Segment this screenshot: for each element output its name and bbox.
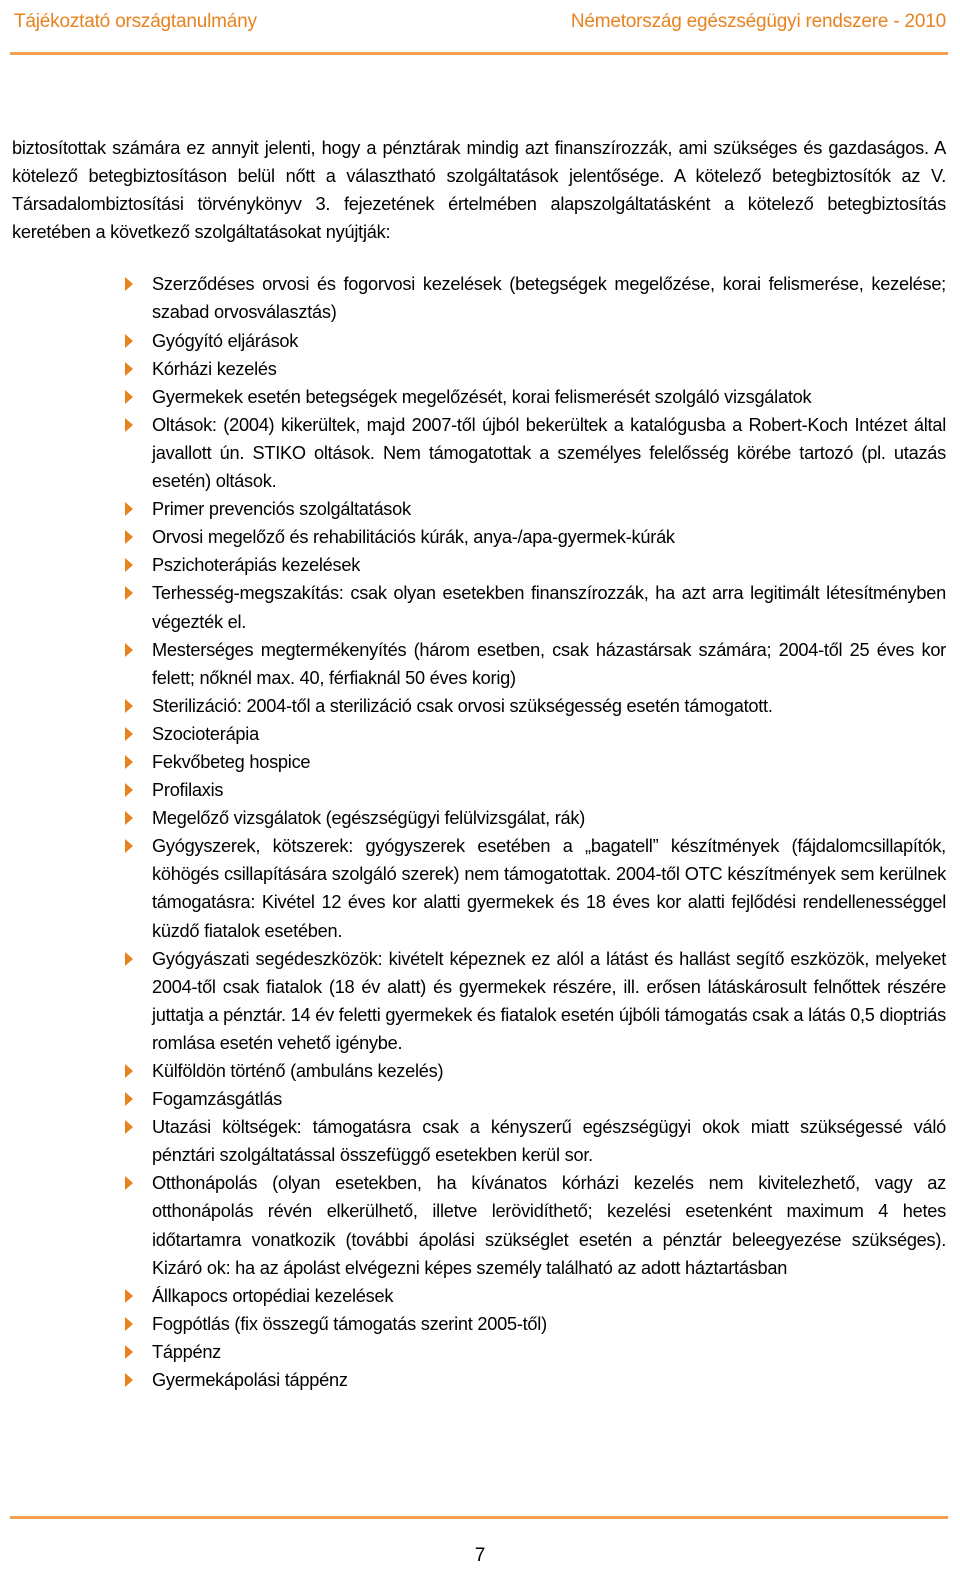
header-right-title: Németország egészségügyi rendszere - 2010	[570, 11, 946, 32]
orange-triangle-right-icon	[125, 952, 133, 966]
bullet-text: Primer prevenciós szolgáltatások	[152, 499, 411, 520]
header-left-title: Tájékoztató országtanulmány	[14, 11, 257, 32]
bullet-text: Szocioterápia	[152, 723, 259, 744]
bullet-item	[12, 579, 946, 635]
bullet-item	[12, 1057, 946, 1085]
orange-triangle-right-icon	[125, 727, 133, 741]
bullet-item	[12, 832, 946, 944]
services-bullet-list	[12, 270, 946, 1394]
bullet-text: Megelőző vizsgálatok (egészségügyi felülvizsgálat, rák)	[152, 808, 586, 829]
bullet-item	[12, 1282, 946, 1310]
page-header	[14, 4, 946, 40]
bullet-item	[12, 748, 946, 776]
orange-triangle-right-icon	[125, 1289, 133, 1303]
document-body	[12, 134, 946, 1394]
footer-divider	[10, 1516, 948, 1519]
orange-triangle-right-icon	[125, 558, 133, 572]
bullet-item	[12, 1113, 946, 1169]
orange-triangle-right-icon	[125, 418, 133, 432]
bullet-item	[12, 692, 946, 720]
orange-triangle-right-icon	[125, 586, 133, 600]
bullet-item	[12, 1338, 946, 1366]
bullet-item	[12, 1085, 946, 1113]
orange-triangle-right-icon	[125, 1120, 133, 1134]
bullet-item	[12, 383, 946, 411]
page-number: 7	[474, 1545, 486, 1566]
bullet-item	[12, 720, 946, 748]
intro-paragraph: biztosítottak számára ez annyit jelenti, hogy a pénztárak mindig azt finanszírozzák, ami szükséges és gazdaságos. A kötelező betegbiztosításon belül nőtt a választható szolgáltatások jelentősége. A kötelező betegbiztosítók az V. Társadalombiztosítási törvénykönyv 3. fejezetének értelmében alapszolgáltatásként a kötelező betegbiztosítás keretében a következő szolgáltatásokat nyújtják:	[12, 138, 946, 243]
bullet-text: Külföldön történő (ambuláns kezelés)	[152, 1061, 444, 1081]
bullet-text: Orvosi megelőző és rehabilitációs kúrák, anya-/apa-gyermek-kúrák	[152, 527, 675, 548]
orange-triangle-right-icon	[125, 699, 133, 713]
bullet-text: Terhesség-megszakítás: csak olyan esetekben finanszírozzák, ha azt arra legitimált létesítményben végezték el.	[152, 583, 946, 632]
orange-triangle-right-icon	[125, 530, 133, 544]
bullet-item	[12, 776, 946, 804]
orange-triangle-right-icon	[125, 643, 133, 657]
orange-triangle-right-icon	[125, 1064, 133, 1078]
orange-triangle-right-icon	[125, 502, 133, 516]
bullet-text: Oltások: (2004) kikerültek, majd 2007-től újból bekerültek a katalógusba a Robert-Koch Intézet által javallott ún. STIKO oltások. Nem támogatottak a személyes felelősség körébe tartozó (pl. utazás esetén) oltások.	[152, 414, 946, 492]
bullet-text: Profilaxis	[152, 780, 224, 801]
bullet-text: Gyermekek esetén betegségek megelőzését, korai felismerését szolgáló vizsgálatok	[152, 386, 812, 407]
bullet-text: Szerződéses orvosi és fogorvosi kezelések (betegségek megelőzése, korai felismerése, kezelése; szabad orvosválasztás)	[152, 274, 946, 323]
bullet-text: Sterilizáció: 2004-től a sterilizáció csak orvosi szükségesség esetén támogatott.	[152, 695, 773, 716]
orange-triangle-right-icon	[125, 783, 133, 797]
orange-triangle-right-icon	[125, 1092, 133, 1106]
bullet-text: Utazási költségek: támogatásra csak a kényszerű egészségügyi okok miatt szükségessé váló pénztári szolgáltatással összefüggő esetekben kerül sor.	[152, 1117, 946, 1166]
bullet-text: Gyógyító eljárások	[152, 330, 299, 351]
bullet-item	[12, 327, 946, 355]
orange-triangle-right-icon	[125, 1345, 133, 1359]
bullet-text: Mesterséges megtermékenyítés (három esetben, csak házastársak számára; 2004-től 25 éves kor felett; nőknél max. 40, férfiaknál 50 éves korig)	[152, 639, 946, 688]
header-divider	[10, 52, 948, 55]
orange-triangle-right-icon	[125, 839, 133, 853]
bullet-text: Otthonápolás (olyan esetekben, ha kívánatos kórházi kezelés nem kivitelezhető, vagy az otthonápolás révén elkerülhető, illetve lerövidíthető; kezelési esetenként maximum 4 hetes időtartamra vonatkozik (további ápolási szükséglet esetén a pénztár beleegyezése szükséges). Kizáró ok: ha az ápolást elvégezni képes személy található az adott háztartásban	[152, 1173, 946, 1278]
bullet-item	[12, 945, 946, 1057]
bullet-item	[12, 636, 946, 692]
bullet-item	[12, 523, 946, 551]
bullet-item	[12, 1366, 946, 1394]
orange-triangle-right-icon	[125, 1176, 133, 1190]
bullet-text: Gyógyászati segédeszközök: kivételt képeznek ez alól a látást és hallást segítő eszközök, melyeket 2004-től csak fiatalok (18 év alatt) és gyermekek részére, ill. erősen látáskárosult felnőttek részére juttatja a pénztár. 14 év feletti gyermekek és fiatalok esetén újbóli támogatás csak a látás 0,5 dioptriás romlása esetén vehető igénybe.	[152, 948, 946, 1053]
bullet-item	[12, 551, 946, 579]
bullet-text: Gyermekápolási táppénz	[152, 1370, 348, 1391]
orange-triangle-right-icon	[125, 334, 133, 348]
orange-triangle-right-icon	[125, 390, 133, 404]
bullet-item	[12, 355, 946, 383]
bullet-text: Fogamzásgátlás	[152, 1089, 282, 1110]
orange-triangle-right-icon	[125, 1373, 133, 1387]
bullet-text: Fogpótlás (fix összegű támogatás szerint 2005-től)	[152, 1313, 547, 1334]
orange-triangle-right-icon	[125, 1317, 133, 1331]
bullet-item	[12, 1310, 946, 1338]
orange-triangle-right-icon	[125, 755, 133, 769]
bullet-item	[12, 1169, 946, 1281]
orange-triangle-right-icon	[125, 362, 133, 376]
bullet-text: Gyógyszerek, kötszerek: gyógyszerek esetében a „bagatell” készítmények (fájdalomcsillapítók, köhögés csillapítására szolgáló szerek) nem támogatottak. 2004-től OTC készítmények sem kerülnek támogatásra: Kivétel 12 éves kor alatti gyermekek és 18 éves kor alatti fejlődési rendellenességgel küzdő fiatalok esetében.	[152, 836, 946, 941]
bullet-text: Pszichoterápiás kezelések	[152, 555, 361, 576]
bullet-item	[12, 804, 946, 832]
bullet-text: Fekvőbeteg hospice	[152, 751, 311, 772]
bullet-item	[12, 270, 946, 326]
bullet-text: Kórházi kezelés	[152, 358, 277, 379]
bullet-text: Állkapocs ortopédiai kezelések	[152, 1285, 394, 1306]
bullet-item	[12, 495, 946, 523]
bullet-item	[12, 411, 946, 495]
orange-triangle-right-icon	[125, 811, 133, 825]
orange-triangle-right-icon	[125, 277, 133, 291]
bullet-text: Táppénz	[152, 1341, 222, 1362]
